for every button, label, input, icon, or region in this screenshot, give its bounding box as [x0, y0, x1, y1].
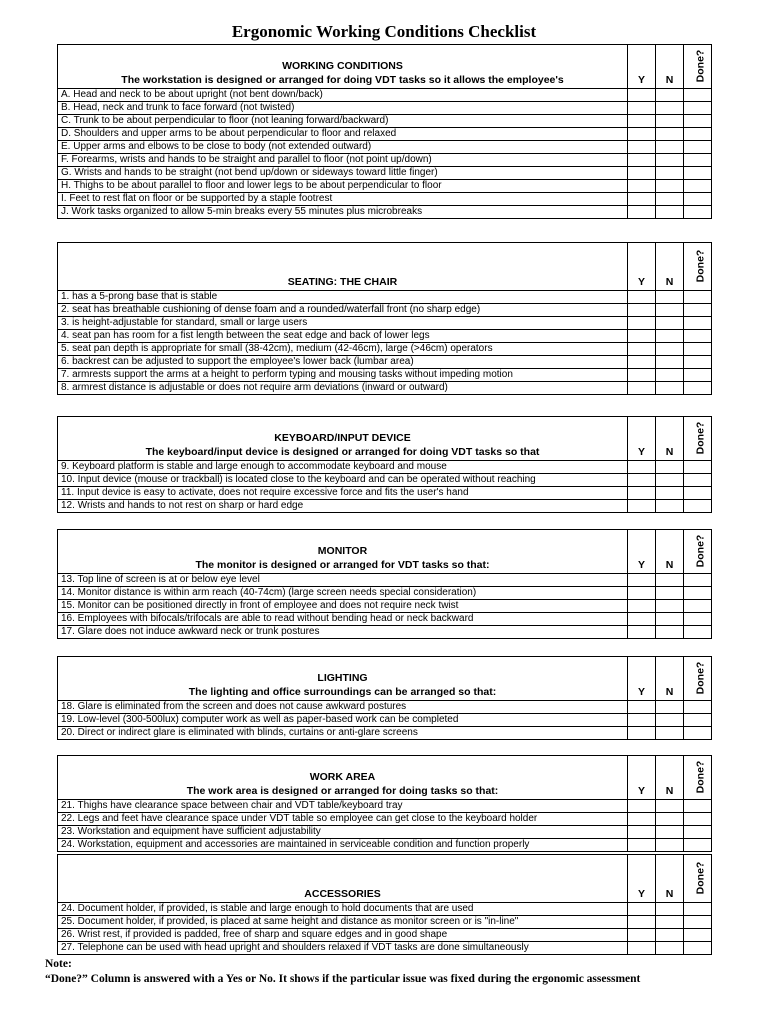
- section-header-row: [58, 530, 712, 574]
- checklist-item: 11. Input device is easy to activate, does not require excessive force and fits the user's hand: [58, 487, 628, 500]
- done-cell[interactable]: [684, 474, 712, 487]
- n-cell[interactable]: [656, 839, 684, 852]
- done-cell[interactable]: [684, 343, 712, 356]
- checklist-item: 3. is height-adjustable for standard, small or large users: [58, 317, 628, 330]
- y-cell[interactable]: [628, 574, 656, 587]
- checklist-item: 27. Telephone can be used with head upright and shoulders relaxed if VDT tasks are done simultaneously: [58, 942, 628, 955]
- checklist-row: [58, 180, 712, 193]
- section-table: [57, 529, 712, 639]
- done-cell[interactable]: [684, 826, 712, 839]
- y-column-header: Y: [628, 756, 656, 800]
- y-cell[interactable]: [628, 291, 656, 304]
- checklist-row: [58, 141, 712, 154]
- section-heading: LIGHTING: [317, 672, 368, 684]
- y-cell[interactable]: [628, 916, 656, 929]
- section-header-row: [58, 417, 712, 461]
- done-cell[interactable]: [684, 500, 712, 513]
- done-column-header: [684, 657, 712, 701]
- done-cell[interactable]: [684, 382, 712, 395]
- checklist-item: A. Head and neck to be about upright (not bent down/back): [58, 89, 628, 102]
- checklist-row: [58, 929, 712, 942]
- section-header-row: [58, 855, 712, 903]
- y-cell[interactable]: [628, 701, 656, 714]
- y-cell[interactable]: [628, 929, 656, 942]
- n-cell[interactable]: [656, 813, 684, 826]
- n-cell[interactable]: [656, 154, 684, 167]
- n-cell[interactable]: [656, 89, 684, 102]
- y-cell[interactable]: [628, 600, 656, 613]
- checklist-row: [58, 839, 712, 852]
- n-cell[interactable]: [656, 382, 684, 395]
- y-cell[interactable]: [628, 800, 656, 813]
- checklist-item: F. Forearms, wrists and hands to be straight and parallel to floor (not point up/down): [58, 154, 628, 167]
- checklist-item: 14. Monitor distance is within arm reach (40-74cm) (large screen needs special consideration): [58, 587, 628, 600]
- done-cell[interactable]: [684, 727, 712, 740]
- checklist-row: [58, 487, 712, 500]
- done-cell[interactable]: [684, 813, 712, 826]
- y-cell[interactable]: [628, 180, 656, 193]
- checklist-item: 22. Legs and feet have clearance space under VDT table so employee can get close to the keyboard holder: [58, 813, 628, 826]
- n-cell[interactable]: [656, 115, 684, 128]
- y-cell[interactable]: [628, 487, 656, 500]
- done-cell[interactable]: [684, 128, 712, 141]
- y-cell[interactable]: [628, 206, 656, 219]
- checklist-row: [58, 356, 712, 369]
- checklist-item: 24. Document holder, if provided, is stable and large enough to hold documents that are used: [58, 903, 628, 916]
- checklist-item: E. Upper arms and elbows to be close to body (not extended outward): [58, 141, 628, 154]
- n-cell[interactable]: [656, 180, 684, 193]
- n-column-header: N: [656, 657, 684, 701]
- y-cell[interactable]: [628, 714, 656, 727]
- section-heading: WORK AREA: [309, 771, 376, 783]
- done-column-header: [684, 530, 712, 574]
- checklist-item: 7. armrests support the arms at a height to perform typing and mousing tasks without impeding motion: [58, 369, 628, 382]
- done-cell[interactable]: [684, 180, 712, 193]
- checklist-row: [58, 89, 712, 102]
- done-cell[interactable]: [684, 369, 712, 382]
- section-subheading: The lighting and office surroundings can be arranged so that:: [188, 686, 497, 698]
- checklist-item: G. Wrists and hands to be straight (not bend up/down or sideways toward little finger): [58, 167, 628, 180]
- checklist-row: [58, 727, 712, 740]
- y-cell[interactable]: [628, 317, 656, 330]
- done-cell[interactable]: [684, 330, 712, 343]
- n-cell[interactable]: [656, 102, 684, 115]
- done-cell[interactable]: [684, 115, 712, 128]
- n-cell[interactable]: [656, 626, 684, 639]
- y-cell[interactable]: [628, 128, 656, 141]
- y-column-header: Y: [628, 530, 656, 574]
- done-cell[interactable]: [684, 356, 712, 369]
- n-cell[interactable]: [656, 330, 684, 343]
- section-table: [57, 416, 712, 513]
- checklist-item: 20. Direct or indirect glare is eliminated with blinds, curtains or anti-glare screens: [58, 727, 628, 740]
- section-table: [57, 656, 712, 740]
- y-cell[interactable]: [628, 369, 656, 382]
- done-cell[interactable]: [684, 304, 712, 317]
- section-heading: MONITOR: [317, 545, 368, 557]
- n-column-header: N: [656, 756, 684, 800]
- checklist-row: [58, 291, 712, 304]
- done-cell[interactable]: [684, 626, 712, 639]
- done-cell[interactable]: [684, 613, 712, 626]
- y-cell[interactable]: [628, 89, 656, 102]
- checklist-item: I. Feet to rest flat on floor or be supported by a staple footrest: [58, 193, 628, 206]
- n-cell[interactable]: [656, 574, 684, 587]
- y-cell[interactable]: [628, 141, 656, 154]
- checklist-item: C. Trunk to be about perpendicular to floor (not leaning forward/backward): [58, 115, 628, 128]
- y-column-header: Y: [628, 45, 656, 89]
- checklist-item: 5. seat pan depth is appropriate for small (38-42cm), medium (42-46cm), large (>46cm) operators: [58, 343, 628, 356]
- n-cell[interactable]: [656, 826, 684, 839]
- done-cell[interactable]: [684, 89, 712, 102]
- done-cell[interactable]: [684, 461, 712, 474]
- done-cell[interactable]: [684, 206, 712, 219]
- n-cell[interactable]: [656, 903, 684, 916]
- y-cell[interactable]: [628, 727, 656, 740]
- y-cell[interactable]: [628, 587, 656, 600]
- section-subheading: The monitor is designed or arranged for VDT tasks so that:: [195, 559, 490, 571]
- checklist-row: [58, 903, 712, 916]
- n-cell[interactable]: [656, 500, 684, 513]
- note-label: Note:: [45, 958, 72, 970]
- checklist-item: 15. Monitor can be positioned directly in front of employee and does not require neck twist: [58, 600, 628, 613]
- y-column-header: Y: [628, 855, 656, 903]
- y-cell[interactable]: [628, 304, 656, 317]
- checklist-row: [58, 474, 712, 487]
- checklist-row: [58, 826, 712, 839]
- checklist-row: [58, 206, 712, 219]
- checklist-item: 8. armrest distance is adjustable or does not require arm deviations (inward or outward): [58, 382, 628, 395]
- y-cell[interactable]: [628, 839, 656, 852]
- done-cell[interactable]: [684, 600, 712, 613]
- y-cell[interactable]: [628, 461, 656, 474]
- y-cell[interactable]: [628, 330, 656, 343]
- checklist-item: 24. Workstation, equipment and accessories are maintained in serviceable condition and function properly: [58, 839, 628, 852]
- section-header: [58, 855, 628, 903]
- n-cell[interactable]: [656, 291, 684, 304]
- checklist-row: [58, 461, 712, 474]
- section-subheading: The work area is designed or arranged for doing tasks so that:: [186, 785, 499, 797]
- n-cell[interactable]: [656, 369, 684, 382]
- done-cell[interactable]: [684, 903, 712, 916]
- checklist-row: [58, 587, 712, 600]
- note-text: “Done?” Column is answered with a Yes or No. It shows if the particular issue was fixed during the ergonomic assessment: [45, 973, 641, 985]
- y-cell[interactable]: [628, 626, 656, 639]
- done-cell[interactable]: [684, 916, 712, 929]
- y-cell[interactable]: [628, 115, 656, 128]
- section-header: [58, 657, 628, 701]
- y-cell[interactable]: [628, 167, 656, 180]
- section-table: [57, 44, 712, 219]
- checklist-row: [58, 574, 712, 587]
- checklist-row: [58, 128, 712, 141]
- done-cell[interactable]: [684, 587, 712, 600]
- checklist-row: [58, 714, 712, 727]
- done-cell[interactable]: [684, 193, 712, 206]
- checklist-item: 2. seat has breathable cushioning of dense foam and a rounded/waterfall front (no sharp edge): [58, 304, 628, 317]
- y-cell[interactable]: [628, 356, 656, 369]
- section-header-row: [58, 45, 712, 89]
- done-column-label: Done?: [694, 421, 707, 455]
- section-table: [57, 242, 712, 395]
- n-cell[interactable]: [656, 167, 684, 180]
- checklist-row: [58, 115, 712, 128]
- done-column-label: Done?: [694, 661, 707, 695]
- done-column-header: [684, 756, 712, 800]
- done-cell[interactable]: [684, 574, 712, 587]
- checklist-row: [58, 626, 712, 639]
- done-cell[interactable]: [684, 141, 712, 154]
- section-header: [58, 530, 628, 574]
- checklist-item: 21. Thighs have clearance space between chair and VDT table/keyboard tray: [58, 800, 628, 813]
- section-table: [57, 755, 712, 852]
- checklist-row: [58, 317, 712, 330]
- checklist-item: 12. Wrists and hands to not rest on sharp or hard edge: [58, 500, 628, 513]
- section-subheading: The keyboard/input device is designed or arranged for doing VDT tasks so that: [145, 446, 540, 458]
- n-cell[interactable]: [656, 727, 684, 740]
- done-cell[interactable]: [684, 317, 712, 330]
- y-column-header: Y: [628, 417, 656, 461]
- done-column-header: [684, 855, 712, 903]
- section-heading: SEATING: THE CHAIR: [287, 276, 398, 288]
- n-column-header: N: [656, 855, 684, 903]
- y-cell[interactable]: [628, 382, 656, 395]
- checklist-item: 16. Employees with bifocals/trifocals are able to read without bending head or neck backward: [58, 613, 628, 626]
- checklist-row: [58, 154, 712, 167]
- document-title: Ergonomic Working Conditions Checklist: [231, 22, 537, 41]
- done-cell[interactable]: [684, 800, 712, 813]
- done-column-label: Done?: [694, 249, 707, 283]
- done-column-header: [684, 243, 712, 291]
- done-cell[interactable]: [684, 102, 712, 115]
- checklist-row: [58, 500, 712, 513]
- checklist-item: 18. Glare is eliminated from the screen and does not cause awkward postures: [58, 701, 628, 714]
- n-cell[interactable]: [656, 942, 684, 955]
- done-cell[interactable]: [684, 154, 712, 167]
- checklist-item: 9. Keyboard platform is stable and large enough to accommodate keyboard and mouse: [58, 461, 628, 474]
- checklist-row: [58, 330, 712, 343]
- n-cell[interactable]: [656, 929, 684, 942]
- checklist-row: [58, 167, 712, 180]
- done-cell[interactable]: [684, 839, 712, 852]
- y-cell[interactable]: [628, 193, 656, 206]
- y-column-header: Y: [628, 657, 656, 701]
- done-cell[interactable]: [684, 701, 712, 714]
- checklist-item: 25. Document holder, if provided, is placed at same height and distance as monitor screen or is "in-line": [58, 916, 628, 929]
- checklist-item: 19. Low-level (300-500lux) computer work as well as paper-based work can be completed: [58, 714, 628, 727]
- section-header: [58, 756, 628, 800]
- done-cell[interactable]: [684, 167, 712, 180]
- done-column-label: Done?: [694, 861, 707, 895]
- done-column-label: Done?: [694, 534, 707, 568]
- section-header-row: [58, 756, 712, 800]
- checklist-row: [58, 701, 712, 714]
- checklist-item: 4. seat pan has room for a fist length between the seat edge and back of lower legs: [58, 330, 628, 343]
- y-cell[interactable]: [628, 102, 656, 115]
- n-cell[interactable]: [656, 304, 684, 317]
- checklist-row: [58, 613, 712, 626]
- n-cell[interactable]: [656, 317, 684, 330]
- checklist-item: 23. Workstation and equipment have sufficient adjustability: [58, 826, 628, 839]
- n-cell[interactable]: [656, 714, 684, 727]
- checklist-row: [58, 942, 712, 955]
- section-header: [58, 45, 628, 89]
- done-cell[interactable]: [684, 291, 712, 304]
- y-cell[interactable]: [628, 813, 656, 826]
- checklist-item: 1. has a 5-prong base that is stable: [58, 291, 628, 304]
- y-cell[interactable]: [628, 826, 656, 839]
- n-column-header: N: [656, 417, 684, 461]
- done-cell[interactable]: [684, 929, 712, 942]
- y-cell[interactable]: [628, 903, 656, 916]
- checklist-row: [58, 102, 712, 115]
- section-heading: KEYBOARD/INPUT DEVICE: [274, 432, 411, 444]
- checklist-row: [58, 600, 712, 613]
- section-heading: WORKING CONDITIONS: [282, 60, 403, 72]
- checklist-row: [58, 813, 712, 826]
- done-cell[interactable]: [684, 714, 712, 727]
- section-heading: ACCESSORIES: [304, 888, 381, 900]
- checklist-row: [58, 916, 712, 929]
- n-cell[interactable]: [656, 461, 684, 474]
- y-cell[interactable]: [628, 500, 656, 513]
- y-cell[interactable]: [628, 343, 656, 356]
- n-cell[interactable]: [656, 600, 684, 613]
- checklist-item: 13. Top line of screen is at or below eye level: [58, 574, 628, 587]
- checklist-item: D. Shoulders and upper arms to be about perpendicular to floor and relaxed: [58, 128, 628, 141]
- section-header: [58, 417, 628, 461]
- checklist-row: [58, 800, 712, 813]
- n-cell[interactable]: [656, 916, 684, 929]
- checklist-item: 6. backrest can be adjusted to support the employee's lower back (lumbar area): [58, 356, 628, 369]
- checklist-row: [58, 304, 712, 317]
- n-cell[interactable]: [656, 487, 684, 500]
- n-cell[interactable]: [656, 800, 684, 813]
- section-header: [58, 243, 628, 291]
- checklist-item: H. Thighs to be about parallel to floor and lower legs to be about perpendicular to floor: [58, 180, 628, 193]
- section-table: [57, 854, 712, 955]
- checklist-item: B. Head, neck and trunk to face forward (not twisted): [58, 102, 628, 115]
- n-cell[interactable]: [656, 701, 684, 714]
- done-cell[interactable]: [684, 942, 712, 955]
- n-cell[interactable]: [656, 128, 684, 141]
- n-cell[interactable]: [656, 343, 684, 356]
- section-header-row: [58, 657, 712, 701]
- done-column-label: Done?: [694, 49, 707, 83]
- y-column-header: Y: [628, 243, 656, 291]
- y-cell[interactable]: [628, 942, 656, 955]
- y-cell[interactable]: [628, 474, 656, 487]
- checklist-row: [58, 382, 712, 395]
- n-cell[interactable]: [656, 474, 684, 487]
- y-cell[interactable]: [628, 613, 656, 626]
- checklist-row: [58, 193, 712, 206]
- checklist-item: 26. Wrist rest, if provided is padded, free of sharp and square edges and in good shape: [58, 929, 628, 942]
- checklist-row: [58, 369, 712, 382]
- n-cell[interactable]: [656, 141, 684, 154]
- checklist-item: 10. Input device (mouse or trackball) is located close to the keyboard and can be operated without reaching: [58, 474, 628, 487]
- n-cell[interactable]: [656, 587, 684, 600]
- done-column-header: [684, 417, 712, 461]
- done-column-header: [684, 45, 712, 89]
- n-column-header: N: [656, 530, 684, 574]
- n-cell[interactable]: [656, 356, 684, 369]
- done-column-label: Done?: [694, 760, 707, 794]
- done-cell[interactable]: [684, 487, 712, 500]
- section-header-row: [58, 243, 712, 291]
- y-cell[interactable]: [628, 154, 656, 167]
- checklist-item: 17. Glare does not induce awkward neck or trunk postures: [58, 626, 628, 639]
- n-cell[interactable]: [656, 206, 684, 219]
- n-cell[interactable]: [656, 193, 684, 206]
- n-cell[interactable]: [656, 613, 684, 626]
- checklist-item: J. Work tasks organized to allow 5-min breaks every 55 minutes plus microbreaks: [58, 206, 628, 219]
- section-subheading: The workstation is designed or arranged for doing VDT tasks so it allows the employee's: [121, 74, 564, 86]
- n-column-header: N: [656, 45, 684, 89]
- checklist-row: [58, 343, 712, 356]
- n-column-header: N: [656, 243, 684, 291]
